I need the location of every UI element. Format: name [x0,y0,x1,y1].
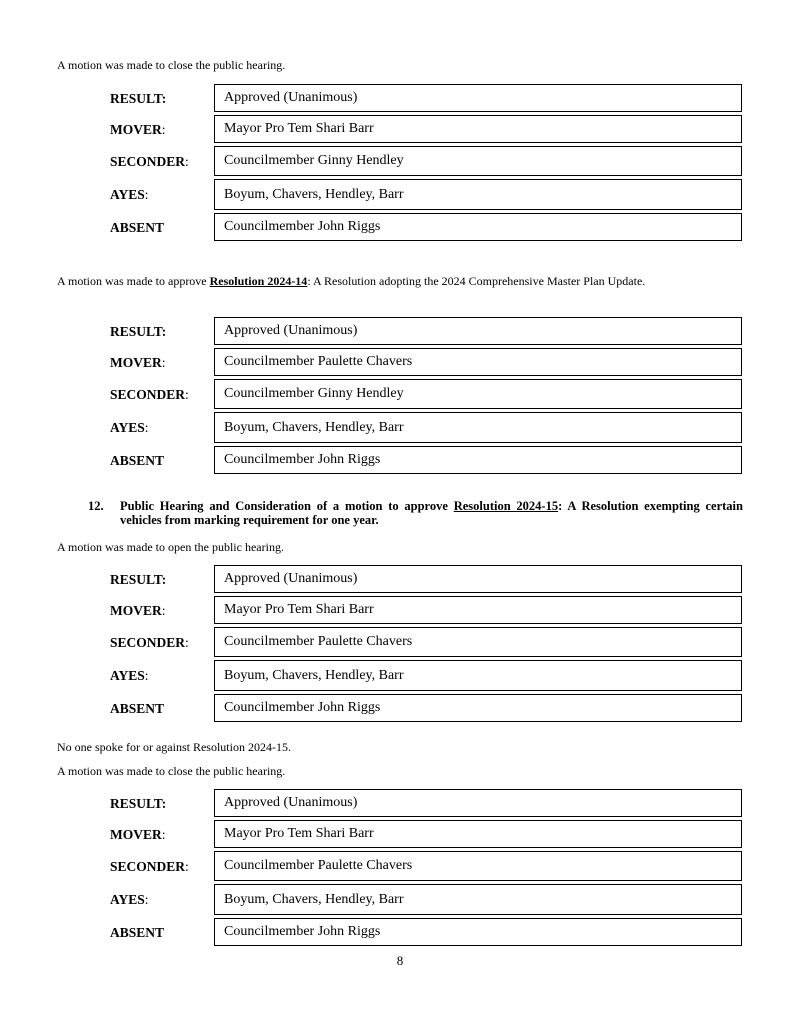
vote-value: Boyum, Chavers, Hendley, Barr [214,660,742,691]
vote-value: Approved (Unanimous) [214,84,742,112]
vote-value: Councilmember Ginny Hendley [214,146,742,176]
vote-table [110,564,742,724]
vote-row-absent: ABSENT Councilmember John Riggs [110,445,742,476]
motion-text: A motion was made to close the public hearing. [57,58,286,72]
vote-table [110,316,742,476]
vote-row-result: RESULT: Approved (Unanimous) [110,316,742,347]
vote-value: Mayor Pro Tem Shari Barr [214,115,742,143]
vote-row-ayes: AYES : Boyum, Chavers, Hendley, Barr [110,883,742,917]
vote-row-mover: MOVER : Mayor Pro Tem Shari Barr [110,595,742,626]
motion-text: A motion was made to approve Resolution 2024-14: A Resolution adopting the 2024 Comprehensive Master Plan Update. [57,274,646,288]
vote-row-absent: ABSENT Councilmember John Riggs [110,212,742,243]
vote-value: Mayor Pro Tem Shari Barr [214,820,742,848]
vote-row-seconder: SECONDER : Councilmember Paulette Chavers [110,626,742,659]
vote-value: Approved (Unanimous) [214,565,742,593]
vote-table [110,83,742,243]
page-number: 8 [396,953,404,968]
vote-value: Approved (Unanimous) [214,317,742,345]
vote-row-mover: MOVER : Councilmember Paulette Chavers [110,347,742,378]
vote-value: Councilmember John Riggs [214,694,742,722]
vote-row-ayes: AYES : Boyum, Chavers, Hendley, Barr [110,659,742,693]
vote-row-result: RESULT: Approved (Unanimous) [110,564,742,595]
vote-row-absent: ABSENT Councilmember John Riggs [110,693,742,724]
vote-row-ayes: AYES : Boyum, Chavers, Hendley, Barr [110,178,742,212]
motion-text: A motion was made to close the public hearing. [57,764,286,778]
vote-row-seconder: SECONDER : Councilmember Paulette Chavers [110,850,742,883]
vote-row-mover: MOVER : Mayor Pro Tem Shari Barr [110,114,742,145]
vote-value: Approved (Unanimous) [214,789,742,817]
vote-value: Councilmember John Riggs [214,213,742,241]
agenda-item-heading: 12. Public Hearing and Consideration of a motion to approve Resolution 2024-15: A Resolution exempting certain vehicles from marking requirement for one year. [88,499,743,527]
vote-value: Councilmember Paulette Chavers [214,348,742,376]
motion-text: A motion was made to open the public hearing. [57,540,284,554]
vote-value: Boyum, Chavers, Hendley, Barr [214,179,742,210]
statement-text: No one spoke for or against Resolution 2024-15. [57,740,291,754]
vote-row-mover: MOVER : Mayor Pro Tem Shari Barr [110,819,742,850]
vote-value: Councilmember John Riggs [214,918,742,946]
vote-value: Boyum, Chavers, Hendley, Barr [214,884,742,915]
vote-row-absent: ABSENT Councilmember John Riggs [110,917,742,948]
vote-value: Councilmember Paulette Chavers [214,627,742,657]
vote-row-seconder: SECONDER : Councilmember Ginny Hendley [110,378,742,411]
vote-value: Councilmember Paulette Chavers [214,851,742,881]
vote-row-ayes: AYES : Boyum, Chavers, Hendley, Barr [110,411,742,445]
vote-value: Boyum, Chavers, Hendley, Barr [214,412,742,443]
vote-table [110,788,742,948]
vote-row-result: RESULT: Approved (Unanimous) [110,788,742,819]
vote-row-result: RESULT: Approved (Unanimous) [110,83,742,114]
vote-value: Councilmember John Riggs [214,446,742,474]
vote-value: Mayor Pro Tem Shari Barr [214,596,742,624]
vote-row-seconder: SECONDER : Councilmember Ginny Hendley [110,145,742,178]
vote-value: Councilmember Ginny Hendley [214,379,742,409]
